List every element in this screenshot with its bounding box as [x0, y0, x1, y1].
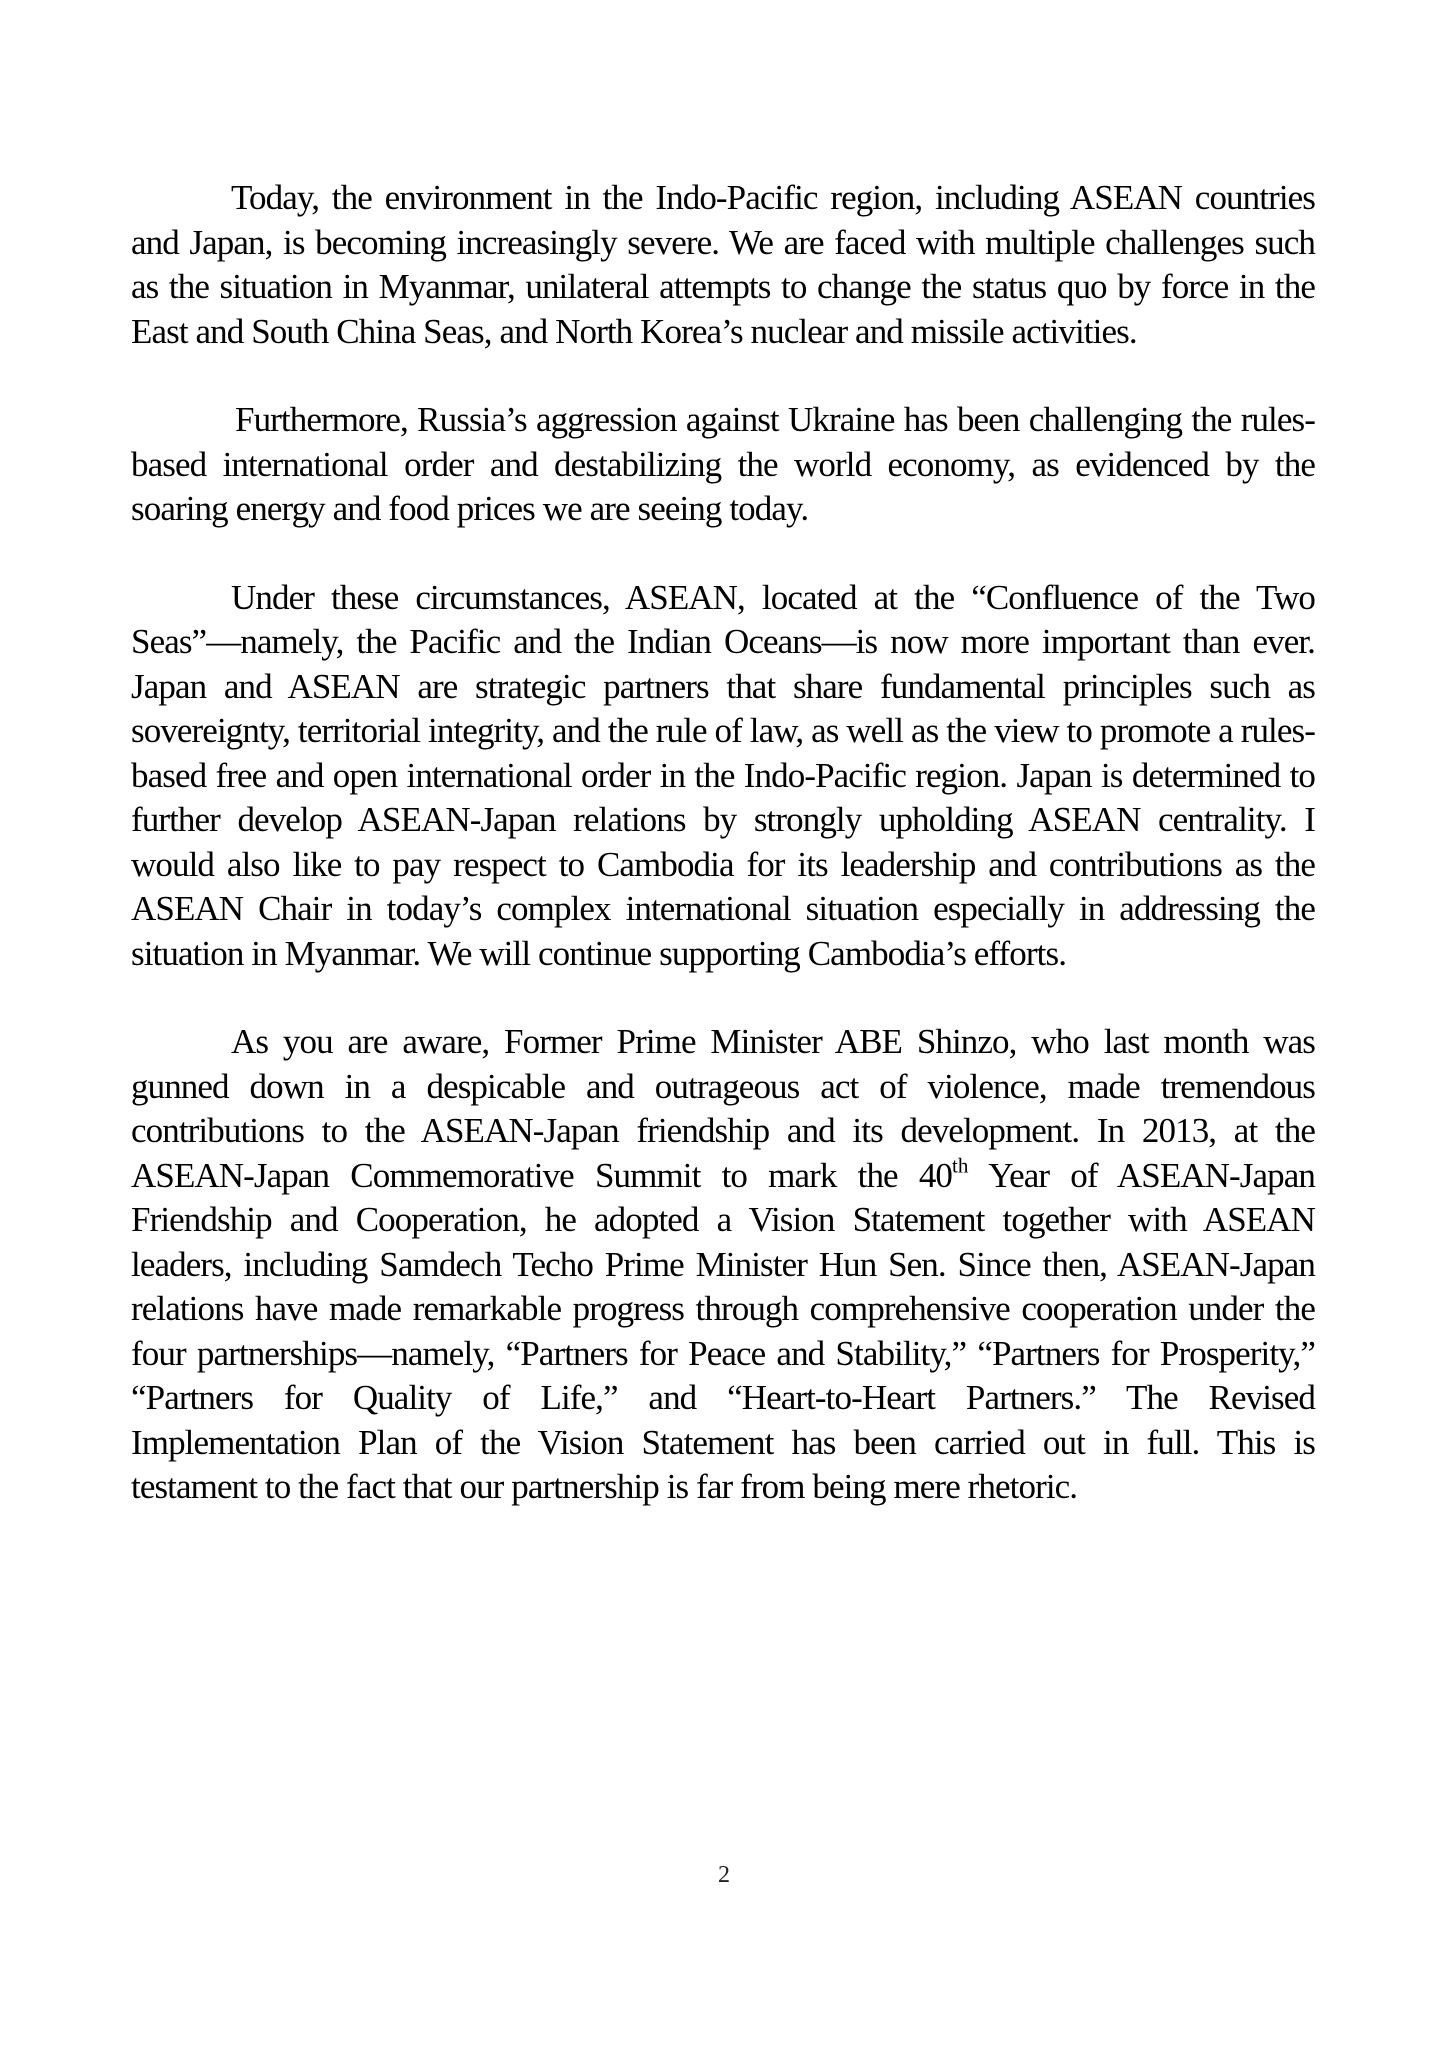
- paragraph-asean-importance: Under these circumstances, ASEAN, located at the “Confluence of the Two Seas”—namely, the Pacific and the Indian Oceans—is now more important than ever. Japan and ASEAN are strategic partners that share fundamental principles such as sovereignty, territorial integrity, and the rule of law, as well as the view to promote a rules-based free and open international order in the Indo-Pacific region. Japan is determined to further develop ASEAN-Japan relations by strongly upholding ASEAN centrality. I would also like to pay respect to Cambodia for its leadership and contributions as the ASEAN Chair in today’s complex international situation especially in addressing the situation in Myanmar. We will continue supporting Cambodia’s efforts.: [131, 577, 1315, 973]
- paragraph-text-part: As you are aware, Former Prime Minister ABE Shinzo, who last month was gunned down in a despicable and outrageous act of violence, made tremendous contributions to the ASEAN-Japan friendship and its development. In 2013, at the ASEAN-Japan Commemorative Summit to mark the 40: [131, 1022, 1315, 1195]
- document-body: [131, 176, 1315, 1554]
- paragraph-russia-aggression: Furthermore, Russia’s aggression against Ukraine has been challenging the rules-based international order and destabilizing the world economy, as evidenced by the soaring energy and food prices we are seeing today.: [131, 400, 1315, 528]
- paragraph-text-part: Year of ASEAN-Japan Friendship and Cooperation, he adopted a Vision Statement together with ASEAN leaders, including Samdech Techo Prime Minister Hun Sen. Since then, ASEAN-Japan relations have made remarkable progress through comprehensive cooperation under the four partnerships—namely, “Partners for Peace and Stability,” “Partners for Prosperity,” “Partners for Quality of Life,” and “Heart-to-Heart Partners.” The Revised Implementation Plan of the Vision Statement has been carried out in full. This is testament to the fact that our partnership is far from being mere rhetoric.: [131, 1155, 1315, 1506]
- paragraph-abe-shinzo-contributions: [131, 1020, 1315, 1510]
- paragraph-indo-pacific-environment: Today, the environment in the Indo-Pacific region, including ASEAN countries and Japan, is becoming increasingly severe. We are faced with multiple challenges such as the situation in Myanmar, unilateral attempts to change the status quo by force in the East and South China Seas, and North Korea’s nuclear and missile activities.: [131, 178, 1315, 351]
- page-number: 2: [718, 1862, 730, 1888]
- ordinal-superscript: th: [952, 1152, 969, 1177]
